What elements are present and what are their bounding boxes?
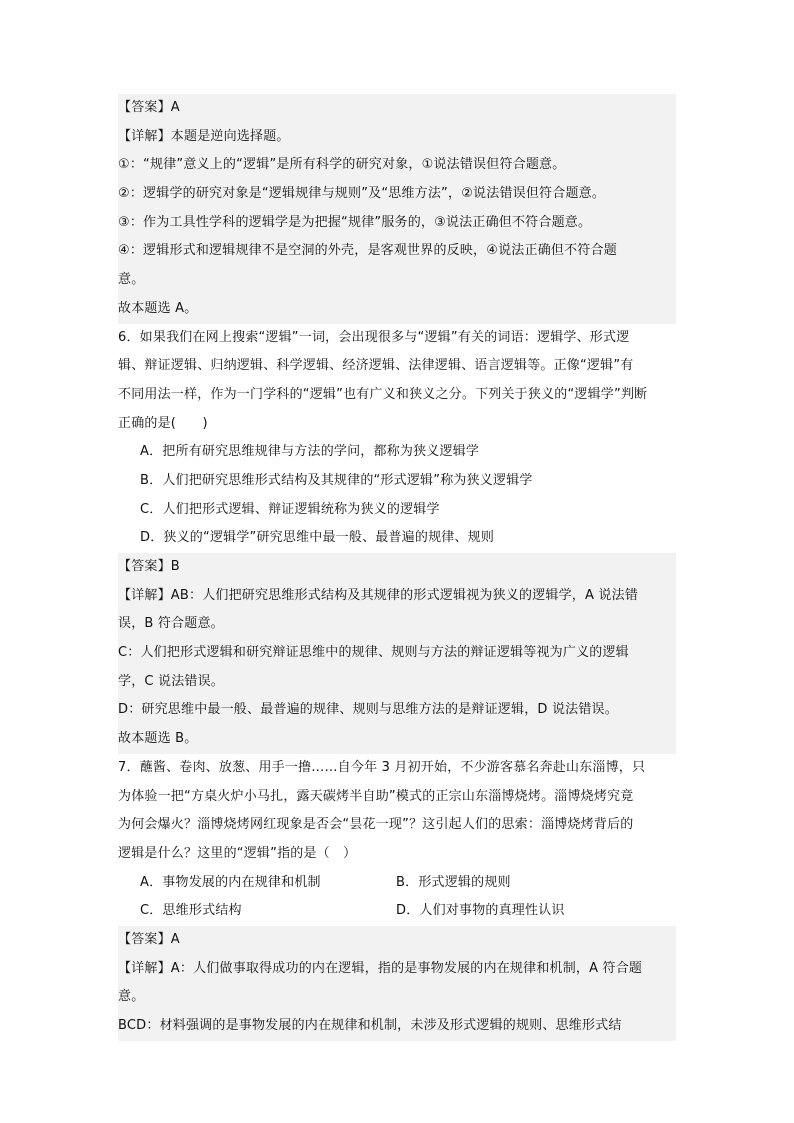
- option-b: B．形式逻辑的规则: [396, 874, 511, 890]
- question-stem-line: 正确的是( ): [118, 415, 208, 431]
- explanation-line: ①：“规律”意义上的“逻辑”是所有科学的研究对象，①说法错误但符合题意。: [118, 157, 566, 173]
- explanation-line: ③：作为工具性学科的逻辑学是为把握“规律”服务的，③说法正确但不符合题意。: [118, 214, 592, 230]
- question-stem-line: 6．如果我们在网上搜索“逻辑”一词，会出现很多与“逻辑”有关的词语：逻辑学、形式逻: [118, 329, 630, 345]
- question-7: [118, 754, 676, 926]
- answer-line: 【答案】B: [118, 559, 180, 574]
- answer-block-q5: [118, 94, 676, 324]
- explanation-line: ②：逻辑学的研究对象是“逻辑规律与规则”及“思维方法”，②说法错误但符合题意。: [118, 186, 606, 202]
- conclusion-line: 故本题选 A。: [118, 300, 198, 316]
- option-d: D．人们对事物的真理性认识: [396, 903, 565, 919]
- explanation-line: 误，B 符合题意。: [118, 616, 224, 632]
- explanation-line: 学，C 说法错误。: [118, 673, 225, 689]
- explanation-line: C：人们把形式逻辑和研究辩证思维中的规律、规则与方法的辩证逻辑等视为广义的逻辑: [118, 645, 629, 661]
- question-stem-line: 辑、辩证逻辑、归纳逻辑、科学逻辑、经济逻辑、法律逻辑、语言逻辑等。正像“逻辑”有: [118, 358, 634, 374]
- explanation-line: BCD：材料强调的是事物发展的内在规律和机制，未涉及形式逻辑的规则、思维形式结: [118, 1018, 622, 1033]
- explanation-line: D：研究思维中最一般、最普遍的规律、规则与思维方法的是辩证逻辑，D 说法错误。: [118, 702, 618, 718]
- explanation-line: 【详解】本题是逆向选择题。: [118, 128, 290, 144]
- question-stem-line: 7．蘸酱、卷肉、放葱、用手一撸……自今年 3 月初开始，不少游客慕名奔赴山东淄博，只: [118, 759, 646, 775]
- question-6: [118, 324, 676, 554]
- option-d: D．狭义的“逻辑学”研究思维中最一般、最普遍的规律、规则: [140, 530, 495, 546]
- option-row: [118, 869, 676, 898]
- question-stem-line: 逻辑是什么？这里的“逻辑”指的是（ ）: [118, 845, 357, 861]
- question-stem-line: 为体验一把“方桌火炉小马扎，露天碳烤半自助”模式的正宗山东淄博烧烤。淄博烧烤究竟: [118, 788, 634, 804]
- option-a: A．事物发展的内在规律和机制: [140, 874, 321, 890]
- explanation-line: 【详解】AB：人们把研究思维形式结构及其规律的形式逻辑视为狭义的逻辑学，A 说法错: [118, 587, 639, 603]
- option-a: A．把所有研究思维规律与方法的学问，都称为狭义逻辑学: [140, 444, 480, 460]
- question-stem-line: 不同用法一样，作为一门学科的“逻辑”也有广义和狭义之分。下列关于狭义的“逻辑学”判断: [118, 386, 648, 402]
- explanation-line: 【详解】A：人们做事取得成功的内在逻辑，指的是事物发展的内在规律和机制，A 符合题: [118, 960, 643, 976]
- option-c: C．思维形式结构: [140, 903, 242, 919]
- answer-block-q7: [118, 926, 676, 1041]
- answer-block-q6: [118, 553, 676, 754]
- option-row: [118, 897, 676, 926]
- question-stem-line: 为何会爆火？淄博烧烤网红现象是否会“昙花一现”？这引起人们的思索：淄博烧烤背后的: [118, 817, 634, 833]
- document-page: [118, 94, 676, 1041]
- answer-line: 【答案】A: [118, 100, 180, 115]
- explanation-line: ④：逻辑形式和逻辑规律不是空洞的外壳，是客观世界的反映，④说法正确但不符合题: [118, 243, 617, 259]
- conclusion-line: 故本题选 B。: [118, 731, 198, 747]
- option-b: B．人们把研究思维形式结构及其规律的“形式逻辑”称为狭义逻辑学: [140, 472, 533, 488]
- explanation-line: 意。: [118, 989, 145, 1005]
- explanation-line: 意。: [118, 272, 145, 288]
- answer-line: 【答案】A: [118, 931, 180, 947]
- option-c: C．人们把形式逻辑、辩证逻辑统称为狭义的逻辑学: [140, 501, 440, 517]
